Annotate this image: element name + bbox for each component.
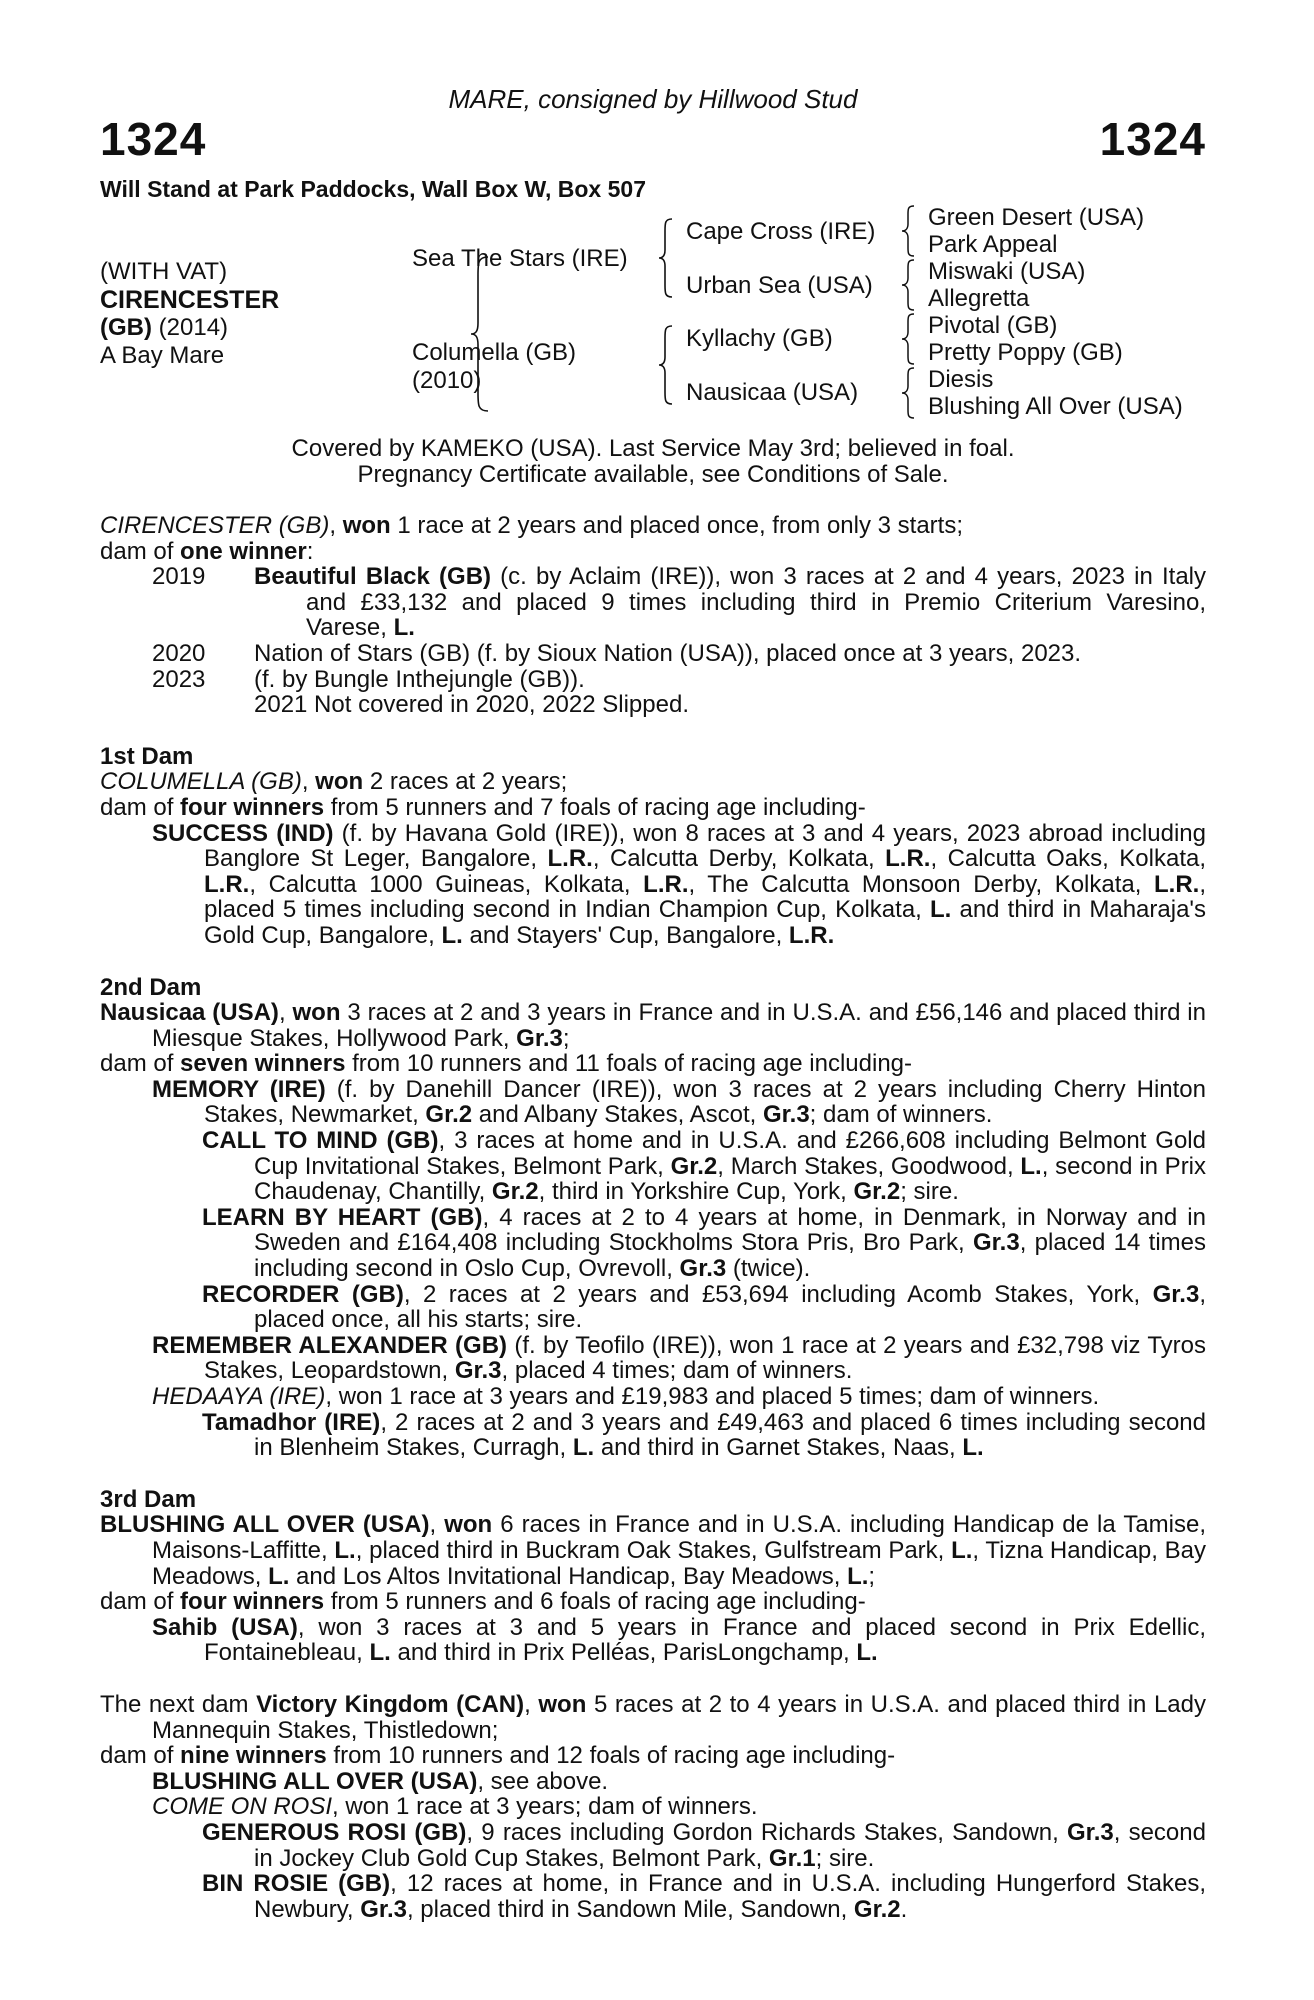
third-dam-of: dam of four winners from 5 runners and 6 foals of racing age including- [100, 1588, 866, 1616]
next-dam-of: dam of nine winners from 10 runners and 12 foals of racing age including- [100, 1742, 896, 1770]
produce-record [100, 513, 1206, 1922]
first-dam-heading: 1st Dam [100, 742, 194, 770]
stand-location: Will Stand at Park Paddocks, Wall Box W, Box 507 [100, 176, 646, 202]
second-dam-record: Nausicaa (USA), won 3 races at 2 and 3 years in France and in U.S.A. and £56,146 and placed third in Miesque Stakes, Hollywood Park, Gr.3; [100, 999, 1206, 1052]
produce-2019: 2019 Beautiful Black (GB) (c. by Aclaim (IRE)), won 3 races at 2 and 4 years, 2023 in Italy and £33,132 and placed 9 times including third in Premio Criterium Varesino, Varese, L. [152, 563, 1207, 642]
dds: Diesis [928, 366, 994, 393]
third-dam-record: BLUSHING ALL OVER (USA), won 6 races in France and in U.S.A. including Handicap de la Tamise, Maisons-Laffitte, L., placed third in Buckram Oak Stakes, Gulfstream Park, L., Tizna Handicap, Bay Meadows, L. and Los Altos Invitational Handicap, Bay Meadows, L.; [100, 1511, 1207, 1590]
memory-entry: MEMORY (IRE) (f. by Danehill Dancer (IRE)), won 3 races at 2 years including Cherry Hinton Stakes, Newmarket, Gr.2 and Albany Stakes, Ascot, Gr.3; dam of winners. [152, 1075, 1206, 1129]
first-dam-record: COLUMELLA (GB), won 2 races at 2 years; [100, 768, 568, 796]
sahib-entry: Sahib (USA), won 3 races at 3 and 5 years in France and placed second in Prix Edellic, Fontainebleau, L. and third in Prix Pelléas, ParisLongchamp, L. [152, 1613, 1206, 1667]
brace-ss [900, 204, 918, 258]
horse-name: CIRENCESTER [100, 286, 280, 314]
second-dam-of: dam of seven winners from 10 runners and 11 foals of racing age including- [100, 1050, 913, 1078]
come-on-rosi-entry: COME ON ROSI, won 1 race at 3 years; dam of winners. [152, 1793, 758, 1821]
brace-ds [900, 312, 918, 366]
blushing-all-over-entry: BLUSHING ALL OVER (USA), see above. [152, 1767, 609, 1795]
sire-dam: Urban Sea (USA) [686, 272, 873, 299]
generous-rosi-entry: GENEROUS ROSI (GB), 9 races including Gordon Richards Stakes, Sandown, Gr.3, second in Jockey Club Gold Cup Stakes, Belmont Park, Gr.1; sire. [202, 1818, 1206, 1872]
recorder-entry: RECORDER (GB), 2 races at 2 years and £53,694 including Acomb Stakes, York, Gr.3, placed once, all his starts; sire. [202, 1280, 1206, 1334]
success-entry: SUCCESS (IND) (f. by Havana Gold (IRE)), won 8 races at 3 and 4 years, 2023 abroad including Banglore St Leger, Bangalore, L.R., Calcutta Derby, Kolkata, L.R., Calcutta Oaks, Kolkata, L.R., Calcutta 1000 Guineas, Kolkata, L.R., The Calcutta Monsoon Derby, Kolkata, L.R., placed 5 times including second in Indian Champion Cup, Kolkata, L. and third in Maharaja's Gold Cup, Bangalore, L. and Stayers' Cup, Bangalore, L.R. [152, 819, 1207, 949]
sds: Miswaki (USA) [928, 258, 1086, 285]
remember-alexander-entry: REMEMBER ALEXANDER (GB) (f. by Teofilo (IRE)), won 1 race at 2 years and £32,798 viz Tyros Stakes, Leopardstown, Gr.3, placed 4 times; dam of winners. [152, 1331, 1206, 1385]
tamadhor-entry: Tamadhor (IRE), 2 races at 2 and 3 years and £49,463 and placed 6 times including second in Blenheim Stakes, Curragh, L. and third in Garnet Stakes, Naas, L. [202, 1408, 1206, 1462]
sdd: Allegretta [928, 285, 1030, 312]
brace-dam [656, 324, 676, 406]
vat-note: (WITH VAT) [100, 258, 228, 285]
next-dam-record: The next dam Victory Kingdom (CAN), won 5 races at 2 to 4 years in U.S.A. and placed third in Lady Mannequin Stakes, Thistledown; [100, 1690, 1206, 1744]
hedaaya-entry: HEDAAYA (IRE), won 1 race at 3 years and £19,983 and placed 5 times; dam of winners. [152, 1383, 1100, 1410]
dam-year: (2010) [412, 367, 482, 394]
dam: Columella (GB) [412, 339, 577, 366]
mare-record: CIRENCESTER (GB), won 1 race at 2 years and placed once, from only 3 starts; [100, 512, 963, 539]
catalogue-page [100, 0, 1206, 2000]
horse-country-year: (GB) (2014) [100, 314, 229, 341]
horse-description: A Bay Mare [100, 342, 225, 369]
dss: Pivotal (GB) [928, 312, 1058, 339]
call-to-mind-entry: CALL TO MIND (GB), 3 races at home and in U.S.A. and £266,608 including Belmont Gold Cup Invitational Stakes, Belmont Park, Gr.2, March Stakes, Goodwood, L., second in Prix Chaudenay, Chantilly, Gr.2, third in Yorkshire Cup, York, Gr.2; sire. [202, 1127, 1207, 1206]
covered-note: Covered by KAMEKO (USA). Last Service May 3rd; believed in foal. Pregnancy Certificate available, see Conditions of Sale. [291, 435, 1015, 488]
ssd: Park Appeal [928, 231, 1058, 258]
bin-rosie-entry: BIN ROSIE (GB), 12 races at home, in France and in U.S.A. including Hungerford Stakes, Newbury, Gr.3, placed third in Sandown Mile, Sandown, Gr.2. [202, 1870, 1206, 1923]
produce-2023: 2023 (f. by Bungle Inthejungle (GB)). [152, 665, 585, 693]
first-dam-of: dam of four winners from 5 runners and 7 foals of racing age including- [100, 793, 866, 821]
dsd: Pretty Poppy (GB) [928, 339, 1123, 366]
lot-number-right: 1324 [1099, 113, 1206, 165]
third-dam-heading: 3rd Dam [100, 1485, 197, 1513]
dam-sire: Kyllachy (GB) [686, 325, 833, 352]
mare-dam-of: dam of one winner: [100, 537, 314, 565]
sire: Sea The Stars (IRE) [412, 245, 628, 272]
brace-sire [656, 217, 676, 299]
lot-number-left: 1324 [100, 113, 207, 165]
produce-2020: 2020 Nation of Stars (GB) (f. by Sioux Nation (USA)), placed once at 3 years, 2023. [152, 639, 1082, 667]
sire-sire: Cape Cross (IRE) [686, 218, 876, 245]
brace-dd [900, 366, 918, 420]
sss: Green Desert (USA) [928, 204, 1145, 231]
dam-dam: Nausicaa (USA) [686, 379, 859, 406]
second-dam-heading: 2nd Dam [100, 973, 202, 1001]
learn-by-heart-entry: LEARN BY HEART (GB), 4 races at 2 to 4 years at home, in Denmark, in Norway and in Sweden and £164,408 including Stockholms Stora Pris, Bro Park, Gr.3, placed 14 times including second in Oslo Cup, Ovrevoll, Gr.3 (twice). [202, 1203, 1207, 1283]
produce-notes: 2021 Not covered in 2020, 2022 Slipped. [254, 691, 689, 719]
ddd: Blushing All Over (USA) [928, 393, 1183, 420]
consignor-line: MARE, consigned by Hillwood Stud [448, 84, 858, 114]
brace-sd [900, 258, 918, 312]
